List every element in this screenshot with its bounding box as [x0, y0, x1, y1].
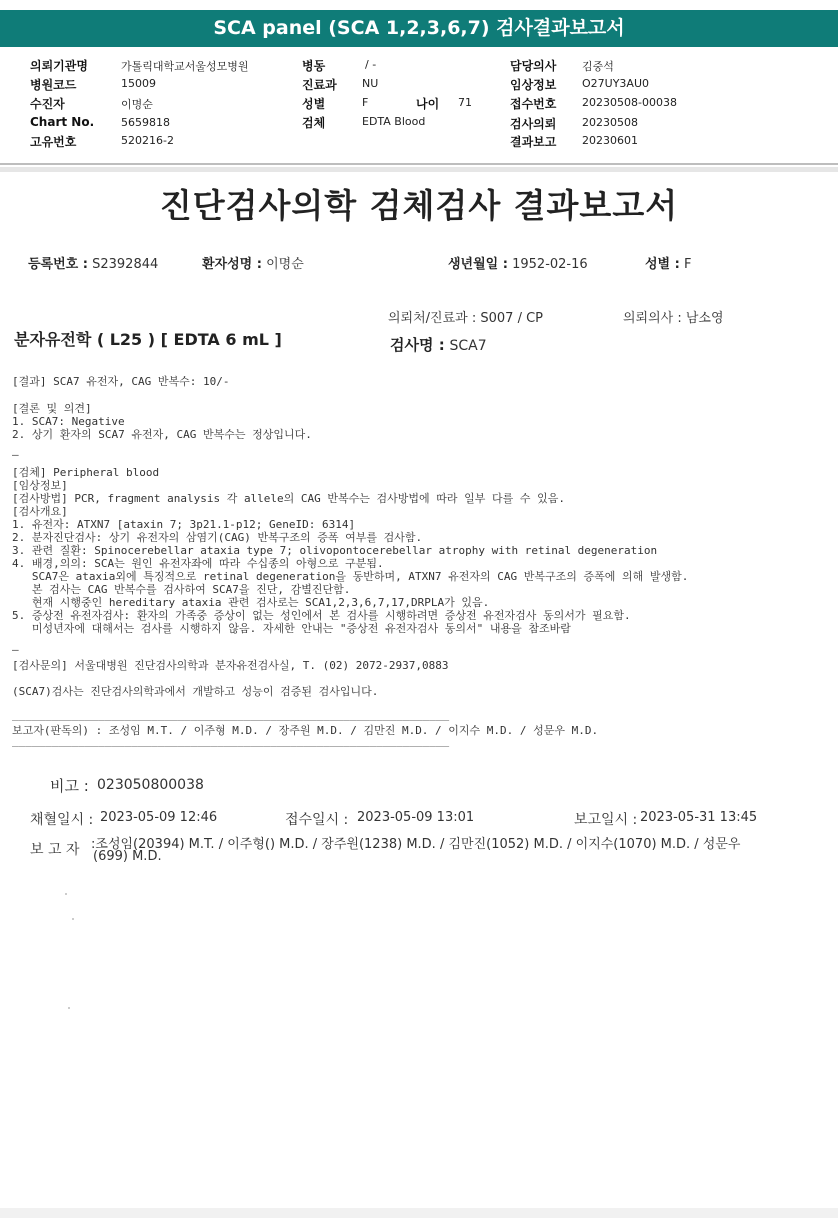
conclusion-block: [결론 및 의견] 1. SCA7: Negative 2. 상기 환자의 SCA7 유전자, CAG 반복수는 정상입니다.	[12, 402, 312, 441]
doctor-label: 담당의사	[510, 59, 557, 73]
hospcode-value: 15009	[121, 77, 156, 90]
dob-label: 생년월일 :	[448, 257, 508, 272]
patient-info-panel	[0, 54, 838, 154]
footer-receipt-label: 접수일시 :	[285, 812, 349, 828]
page-bottom-edge	[0, 1208, 838, 1218]
specimen-label: 검체	[302, 116, 326, 130]
unique-value: 520216-2	[121, 134, 174, 147]
sex-label: 성별	[302, 97, 326, 111]
clinical-value: O27UY3AU0	[582, 77, 649, 90]
specimen-value: EDTA Blood	[362, 115, 426, 128]
header-shadow	[0, 167, 838, 172]
name-value: 이명순	[266, 257, 304, 272]
footer-receipt-value: 2023-05-09 13:01	[357, 810, 475, 825]
reporters-line: 보고자(판독의) : 조성임 M.T. / 이주형 M.D. / 장주원 M.D. / 김만진 M.D. / 이지수 M.D. / 성문우 M.D.	[12, 724, 599, 737]
dept-label: 진료과	[302, 78, 337, 92]
reg-value: S2392844	[92, 257, 159, 272]
doc-sex-value: F	[683, 257, 692, 272]
doc-sex-field	[645, 253, 691, 272]
reg-field	[28, 253, 158, 272]
header-divider	[0, 163, 838, 165]
sex-value: F	[362, 96, 369, 109]
clinical-label: 임상정보	[510, 78, 557, 92]
age-value: 71	[458, 96, 472, 109]
chart-label: Chart No.	[30, 115, 95, 129]
unique-label: 고유번호	[30, 135, 77, 149]
reporter-line1: :조성임(20394) M.T. / 이주형() M.D. / 장주원(1238) M.D. / 김만진(1052) M.D. / 이지수(1070) M.D. / 성문우	[91, 837, 741, 852]
ward-label: 병동	[302, 59, 326, 73]
doctor-value: 김중석	[582, 60, 614, 73]
document-title: 진단검사의학 검체검사 결과보고서	[159, 186, 679, 225]
section-break: —	[12, 448, 19, 461]
request-value: 20230508	[582, 116, 638, 129]
name-label: 환자성명 :	[202, 257, 262, 272]
report-label: 결과보고	[510, 135, 557, 149]
dob-field	[448, 253, 588, 272]
remark-label: 비고 :	[50, 777, 89, 795]
test-name-value: SCA7	[449, 338, 487, 354]
dob-value: 1952-02-16	[512, 257, 588, 272]
request-label: 검사의뢰	[510, 117, 557, 131]
details-block: [검체] Peripheral blood [임상정보] [검사방법] PCR, fragment analysis 각 allele의 CAG 반복수는 검사방법에 따라 일부 다를 수 있음. [검사개요] 1. 유전자: ATXN7 [ataxin 7; 3p21.1-p12; GeneID: 6314] 2. 분자진단검사: 상기 유전자의 삼염기(CAG) 반복구조의 증폭 여부를 검사함. 3. 관련 질환: Spinocerebellar ataxia type 7; olivopontocerebellar atrophy with retinal degeneration 4. 배경,의의: SCA는 원인 유전자좌에 따라 수십종의 아형으로 구분됨. SCA7은 ataxia외에 특징적으로 retinal degeneration을 동반하며, ATXN7 유전자의 CAG 반복구조의 증폭에 의해 발생함. 본 검사는 CAG 반복수를 검사하여 SCA7을 진단, 감별진단함. 현재 시행중인 hereditary ataxia 관련 검사로는 SCA1,2,3,6,7,17,DRPLA가 있음. 5. 증상전 유전자검사: 환자의 가족중 증상이 없는 성인에서 본 검사를 시행하려면 증상전 유전자검사 동의서가 필요함. 미성년자에 대해서는 검사를 시행하지 않음. 자세한 안내는 "증상전 유전자검사 동의서" 내용을 참조바람	[12, 466, 689, 635]
report-value: 20230601	[582, 134, 638, 147]
remark-value: 023050800038	[97, 777, 204, 793]
collect-label: 채혈일시 :	[30, 812, 94, 828]
receipt-label: 접수번호	[510, 97, 557, 111]
institution-label: 의뢰기관명	[30, 59, 88, 73]
scan-speck	[68, 1007, 70, 1009]
reporter-label: 보 고 자	[30, 842, 80, 858]
scan-speck	[72, 918, 74, 920]
name-field	[202, 253, 304, 272]
report-header-title: SCA panel (SCA 1,2,3,6,7) 검사결과보고서	[0, 10, 838, 47]
footer-report-label: 보고일시 :	[574, 812, 638, 828]
ward-value: / -	[365, 58, 377, 71]
referrer: 의뢰처/진료과 : S007 / CP	[388, 311, 543, 326]
department-specimen: 분자유전학 ( L25 ) [ EDTA 6 mL ]	[14, 330, 282, 349]
contact-line: [검사문의] 서울대병원 진단검사의학과 분자유전검사실, T. (02) 2072-2937,0883	[12, 659, 449, 672]
collect-value: 2023-05-09 12:46	[100, 810, 218, 825]
age-label: 나이	[416, 97, 440, 111]
reg-label: 등록번호 :	[28, 257, 88, 272]
patient-value: 이명순	[121, 98, 153, 111]
hospcode-label: 병원코드	[30, 78, 77, 92]
rule-line: __________________________________________________________________	[12, 708, 450, 721]
rule-line: __________________________________________________________________	[12, 734, 450, 747]
scan-speck	[65, 893, 67, 895]
institution-value: 가톨릭대학교서울성모병원	[121, 60, 249, 73]
footer-report-value: 2023-05-31 13:45	[640, 810, 758, 825]
developed-line: (SCA7)검사는 진단검사의학과에서 개발하고 성능이 검증된 검사입니다.	[12, 685, 379, 698]
test-name-label: 검사명 :	[390, 336, 445, 354]
dept-value: NU	[362, 77, 379, 90]
test-name-field	[390, 334, 487, 355]
reporter-line2: (699) M.D.	[93, 849, 162, 864]
ref-doctor: 의뢰의사 : 남소영	[623, 311, 724, 326]
patient-label: 수진자	[30, 97, 65, 111]
section-break: —	[12, 643, 19, 656]
result-line: [결과] SCA7 유전자, CAG 반복수: 10/-	[12, 375, 230, 388]
chart-value: 5659818	[121, 116, 170, 129]
doc-sex-label: 성별 :	[645, 257, 680, 272]
receipt-value: 20230508-00038	[582, 96, 677, 109]
